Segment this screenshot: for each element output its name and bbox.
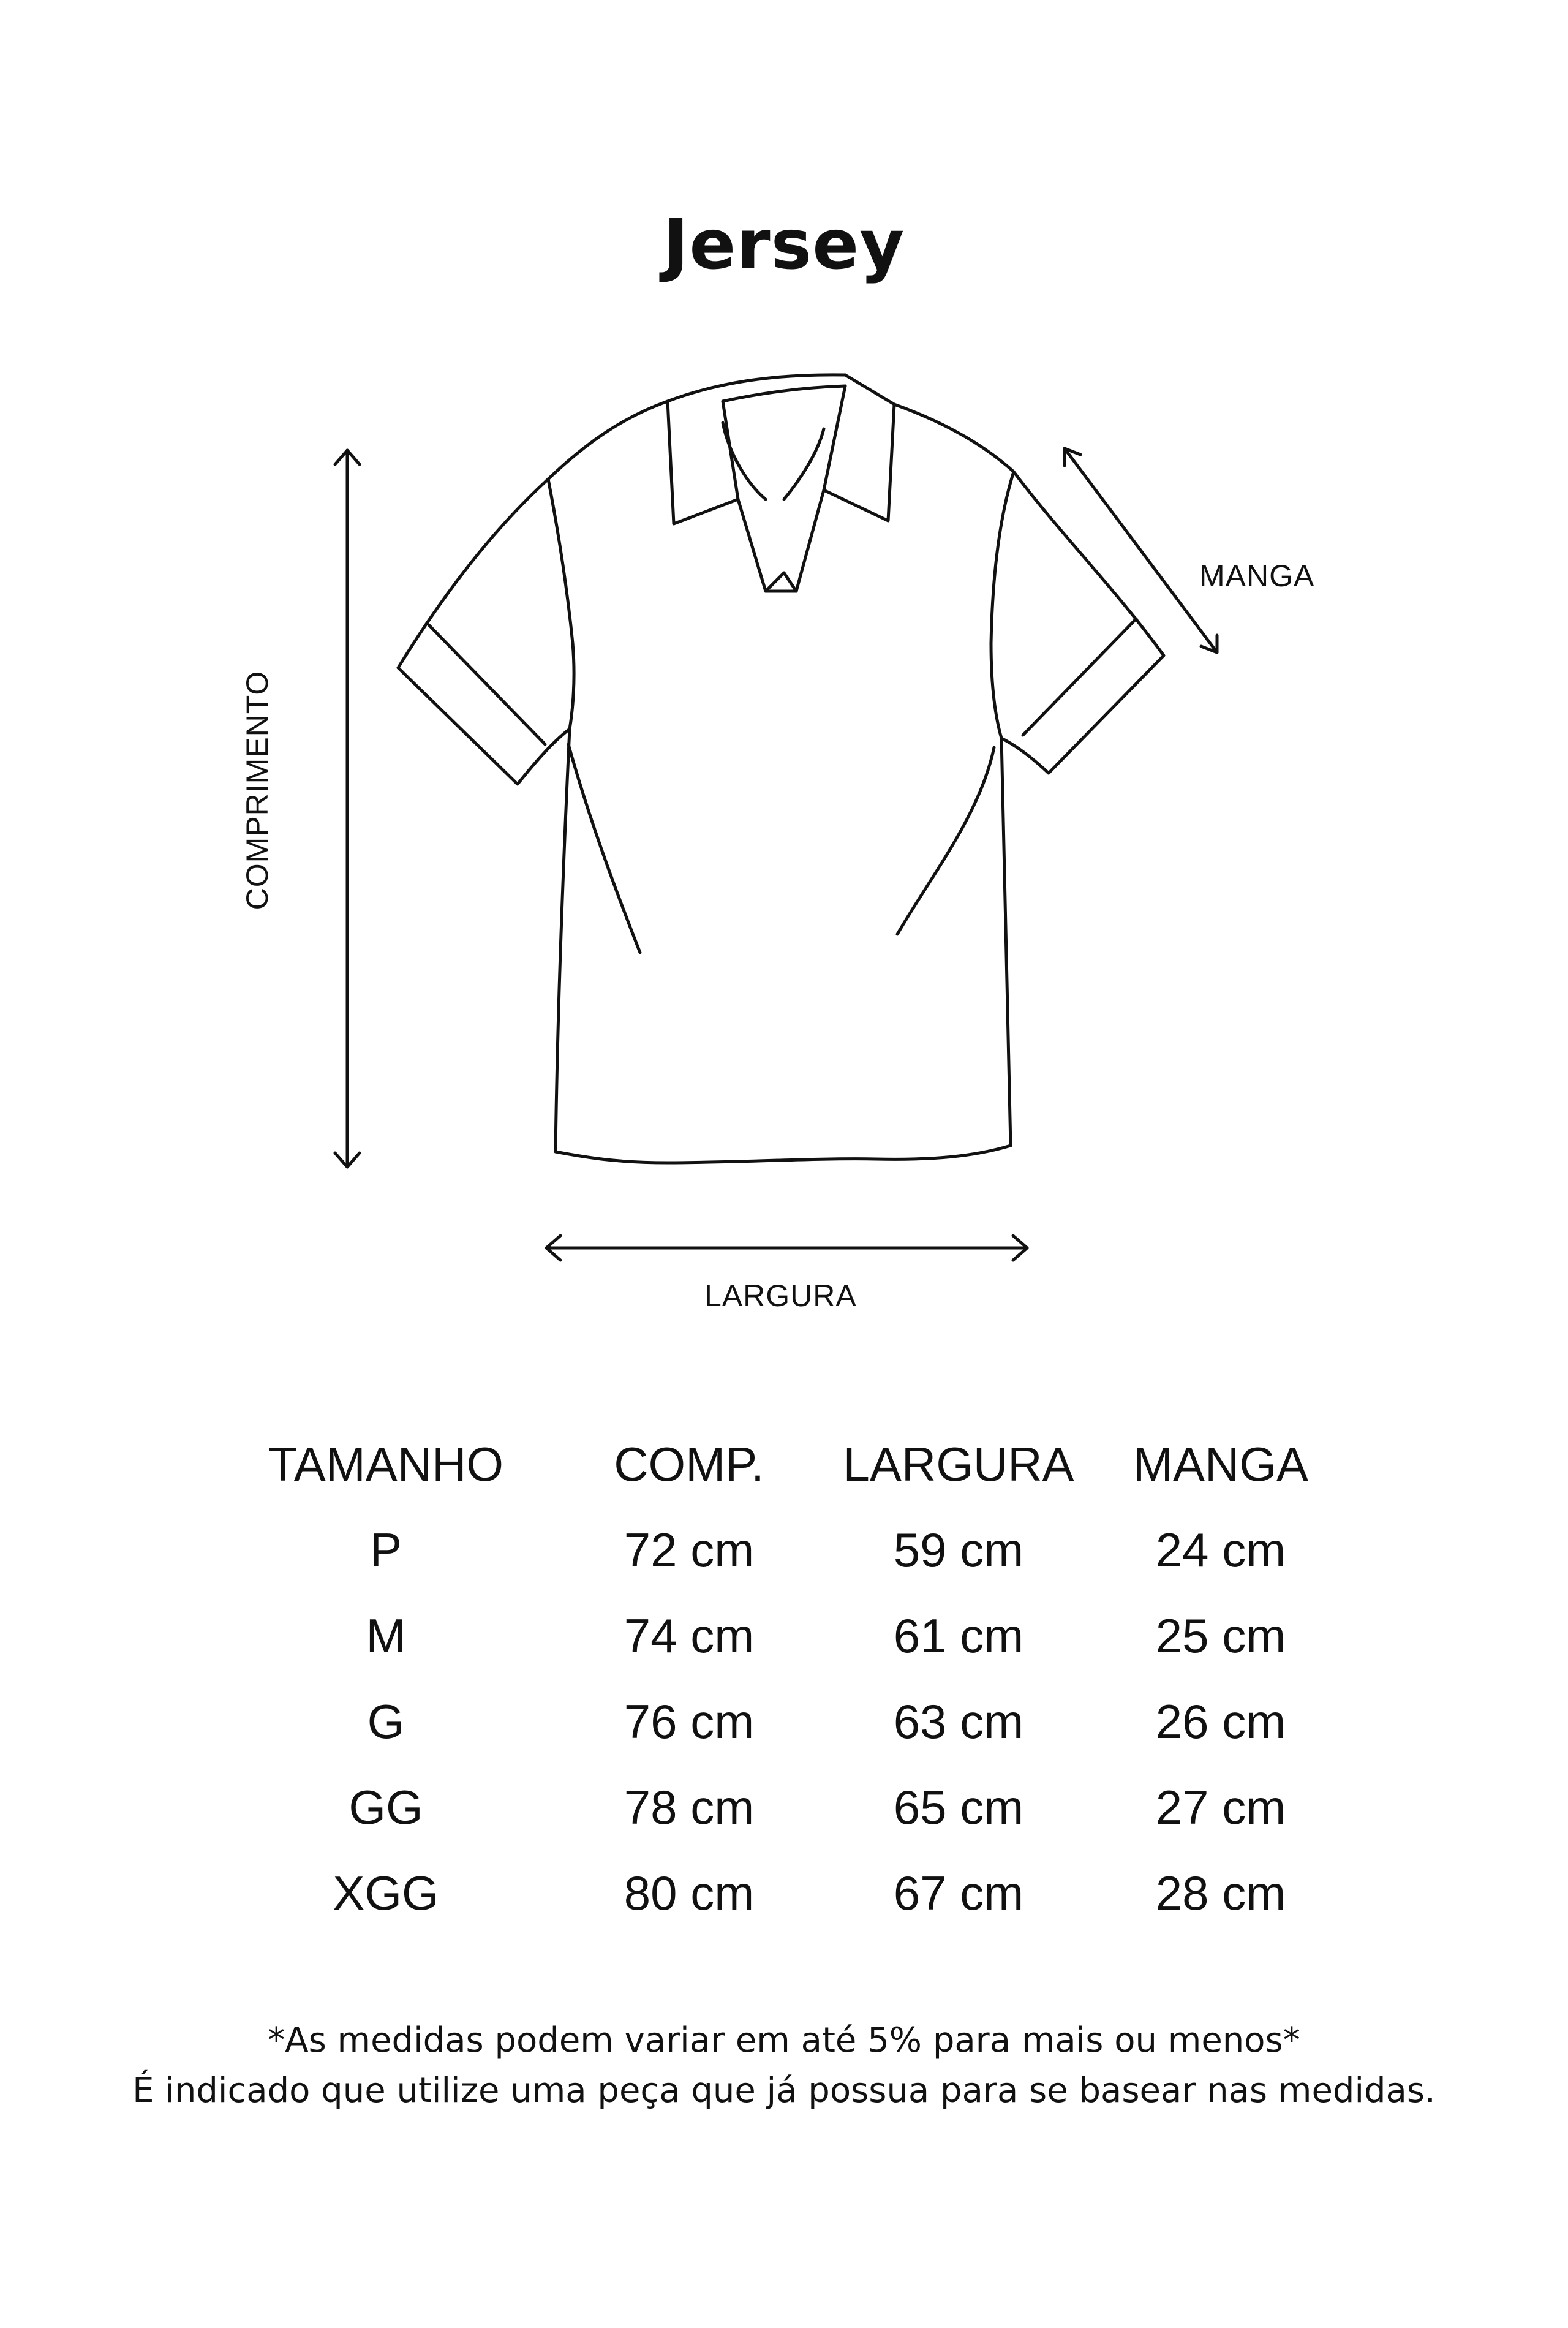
advice-note: É indicado que utilize uma peça que já possua para se basear nas medidas. — [132, 2071, 1436, 2111]
table-row — [0, 1679, 1568, 1764]
sleeve-cell: 24 cm — [1155, 1523, 1286, 1577]
width-cell: 65 cm — [893, 1780, 1024, 1834]
size-cell: M — [366, 1609, 406, 1663]
sleeve-cell: 26 cm — [1155, 1695, 1286, 1748]
sleeve-cell: 27 cm — [1155, 1780, 1286, 1834]
width-cell: 67 cm — [893, 1866, 1024, 1920]
size-cell: G — [367, 1695, 405, 1748]
size-table — [0, 1421, 1568, 1936]
header-size: TAMANHO — [268, 1437, 504, 1491]
sleeve-cell: 25 cm — [1155, 1609, 1286, 1663]
sleeve-label: MANGA — [1199, 559, 1315, 593]
length-cell: 74 cm — [624, 1609, 755, 1663]
double-arrow-icon — [546, 1236, 1027, 1260]
header-sleeve: MANGA — [1133, 1437, 1309, 1491]
size-cell: GG — [349, 1780, 423, 1834]
sleeve-cell: 28 cm — [1155, 1866, 1286, 1920]
header-width: LARGURA — [843, 1437, 1074, 1491]
length-cell: 72 cm — [624, 1523, 755, 1577]
length-label: COMPRIMENTO — [240, 670, 274, 910]
page-title: Jersey — [663, 205, 905, 285]
shirt-outline-icon — [398, 375, 1164, 1163]
table-header-row — [0, 1421, 1568, 1507]
header-length: COMP. — [614, 1437, 764, 1491]
variation-note: *As medidas podem variar em até 5% para mais ou menos* — [268, 2020, 1300, 2060]
table-row — [0, 1593, 1568, 1679]
footnotes — [0, 2016, 1568, 2116]
table-row — [0, 1764, 1568, 1850]
length-cell: 80 cm — [624, 1866, 755, 1920]
width-label: LARGURA — [704, 1279, 857, 1313]
table-row — [0, 1850, 1568, 1936]
size-cell: XGG — [333, 1866, 439, 1920]
table-row — [0, 1507, 1568, 1593]
double-arrow-icon — [1065, 448, 1217, 652]
double-arrow-icon — [335, 450, 360, 1167]
width-cell: 59 cm — [893, 1523, 1024, 1577]
length-cell: 76 cm — [624, 1695, 755, 1748]
length-cell: 78 cm — [624, 1780, 755, 1834]
size-cell: P — [369, 1523, 402, 1577]
width-cell: 63 cm — [893, 1695, 1024, 1748]
width-cell: 61 cm — [893, 1609, 1024, 1663]
